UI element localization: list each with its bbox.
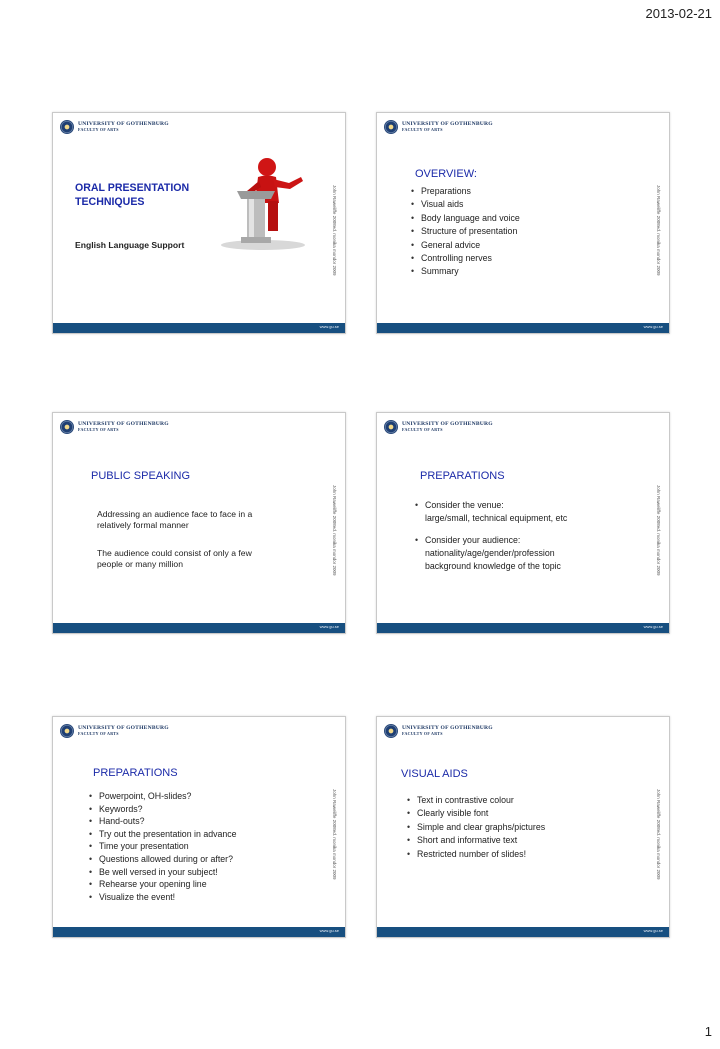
list-item: • Short and informative text: [407, 834, 545, 847]
slide-title: OVERVIEW:: [415, 168, 477, 180]
logo-university-name: UNIVERSITY OF GOTHENBURG: [402, 420, 493, 427]
footer-url: www.gu.se: [319, 324, 339, 329]
university-logo: [384, 724, 493, 738]
speaker-at-podium-icon: [213, 153, 313, 253]
slide-4: [376, 412, 670, 634]
list-item: • Try out the presentation in advance: [89, 828, 237, 841]
slide-title: PUBLIC SPEAKING: [91, 470, 191, 482]
university-seal-icon: [60, 420, 74, 434]
list-item: • Text in contrastive colour: [407, 794, 545, 807]
slide-footer: [377, 323, 669, 333]
slide-1: [52, 112, 346, 334]
slide-footer: [53, 323, 345, 333]
university-seal-icon: [384, 120, 398, 134]
list-item: • Be well versed in your subject!: [89, 866, 237, 879]
university-seal-icon: [60, 120, 74, 134]
slide-title: VISUAL AIDS: [401, 768, 468, 780]
list-item: • Preparations: [411, 185, 520, 198]
university-logo: [384, 420, 493, 434]
footer-url: www.gu.se: [319, 928, 339, 933]
list-item: • Rehearse your opening line: [89, 878, 237, 891]
slide-title: ORAL PRESENTATION TECHNIQUES: [75, 182, 190, 208]
footer-url: www.gu.se: [643, 324, 663, 329]
footer-url: www.gu.se: [643, 624, 663, 629]
slide-credit: John Raweliffe 2008ed. monika mondor 2009: [656, 485, 661, 576]
list-item: • Visual aids: [411, 198, 520, 211]
list-item: • Time your presentation: [89, 840, 237, 853]
list-item: • Structure of presentation: [411, 225, 520, 238]
logo-faculty-name: FACULTY OF ARTS: [402, 731, 443, 737]
slide-credit: John Raweliffe 2008ed. monika mondor 2009: [332, 789, 337, 880]
slide-title: PREPARATIONS: [420, 470, 505, 482]
list-item: • Simple and clear graphs/pictures: [407, 821, 545, 834]
list-item: • Body language and voice: [411, 212, 520, 225]
slide-credit: John Raweliffe 2008ed. monika mondor 2009: [656, 185, 661, 276]
university-seal-icon: [60, 724, 74, 738]
list-item: • Hand-outs?: [89, 815, 237, 828]
slide-footer: [53, 623, 345, 633]
list-item: • Consider your audience: nationality/age/gender/profession background knowledge of the topic: [415, 534, 567, 573]
page-number: 1: [704, 1024, 712, 1039]
footer-url: www.gu.se: [643, 928, 663, 933]
university-seal-icon: [384, 420, 398, 434]
list-item: • Controlling nerves: [411, 252, 520, 265]
slide-credit: John Raweliffe 2008ed. monika mondor 2009: [332, 485, 337, 576]
list-item: • Restricted number of slides!: [407, 848, 545, 861]
slide-title: PREPARATIONS: [93, 767, 178, 779]
list-item: • Clearly visible font: [407, 807, 545, 820]
footer-url: www.gu.se: [319, 624, 339, 629]
slide-6: [376, 716, 670, 938]
logo-faculty-name: FACULTY OF ARTS: [402, 427, 443, 433]
bullet-list: [411, 185, 520, 279]
bullet-list: [415, 499, 567, 573]
list-item: • Visualize the event!: [89, 891, 237, 904]
university-logo: [384, 120, 493, 134]
list-item: • General advice: [411, 239, 520, 252]
logo-university-name: UNIVERSITY OF GOTHENBURG: [78, 420, 169, 427]
list-item: • Keywords?: [89, 803, 237, 816]
slide-credit: John Raweliffe 2008ed. monika mondor 2009: [332, 185, 337, 276]
logo-university-name: UNIVERSITY OF GOTHENBURG: [402, 120, 493, 127]
logo-university-name: UNIVERSITY OF GOTHENBURG: [78, 120, 169, 127]
slide-credit: John Raweliffe 2008ed. monika mondor 2009: [656, 789, 661, 880]
slide-3: [52, 412, 346, 634]
university-seal-icon: [384, 724, 398, 738]
page-date: 2013-02-21: [645, 6, 712, 21]
paragraph: The audience could consist of only a few people or many million: [97, 548, 252, 569]
slide-footer: [53, 927, 345, 937]
slide-2: [376, 112, 670, 334]
list-item: • Consider the venue: large/small, technical equipment, etc: [415, 499, 567, 525]
university-logo: [60, 724, 169, 738]
logo-university-name: UNIVERSITY OF GOTHENBURG: [78, 724, 169, 731]
bullet-list: [89, 790, 237, 903]
list-item: • Powerpoint, OH-slides?: [89, 790, 237, 803]
university-logo: [60, 420, 169, 434]
logo-faculty-name: FACULTY OF ARTS: [78, 427, 119, 433]
list-item: • Questions allowed during or after?: [89, 853, 237, 866]
slide-5: [52, 716, 346, 938]
logo-university-name: UNIVERSITY OF GOTHENBURG: [402, 724, 493, 731]
logo-faculty-name: FACULTY OF ARTS: [78, 731, 119, 737]
logo-faculty-name: FACULTY OF ARTS: [78, 127, 119, 133]
logo-faculty-name: FACULTY OF ARTS: [402, 127, 443, 133]
paragraph: Addressing an audience face to face in a relatively formal manner: [97, 509, 253, 530]
slide-footer: [377, 623, 669, 633]
slide-subtitle: English Language Support: [75, 240, 185, 250]
slide-footer: [377, 927, 669, 937]
university-logo: [60, 120, 169, 134]
bullet-list: [407, 794, 545, 861]
list-item: • Summary: [411, 265, 520, 278]
